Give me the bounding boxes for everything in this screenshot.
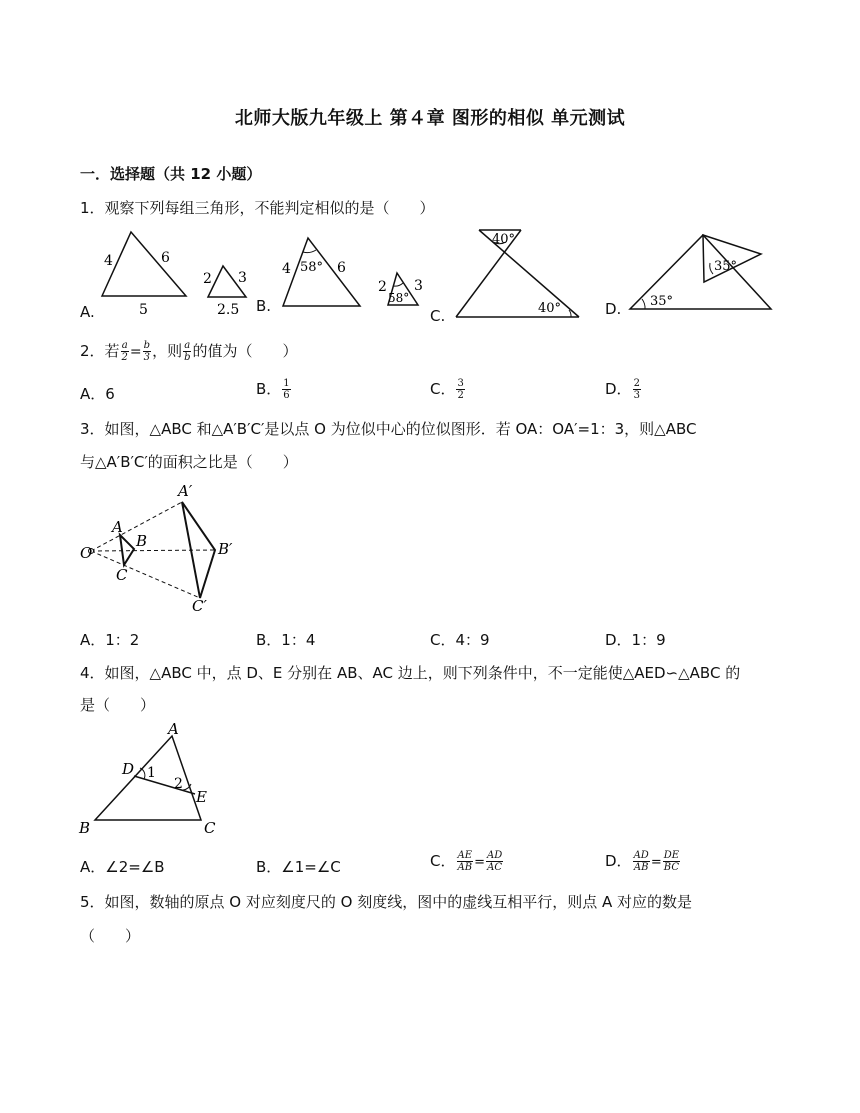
q3-line2: 与△A′B′C′的面积之比是（ ） [80, 453, 298, 471]
page-title: 北师大版九年级上 第４章 图形的相似 单元测试 [234, 108, 626, 129]
q1a-label-2-5: 2.5 [217, 302, 240, 318]
q1a-label-5: 5 [139, 302, 148, 318]
q1c-label-top: 40° [492, 232, 516, 247]
q1b-label-2: 2 [378, 279, 387, 295]
q3-line1: 3．如图，△ABC 和△A′B′C′是以点 O 为位似中心的位似图形．若 OA：OA′=1：3，则△ABC [80, 420, 697, 438]
q1b-label-6: 6 [337, 260, 346, 276]
q3-label-b: B [136, 532, 148, 550]
q3-label-c: C [116, 566, 128, 584]
q2-suffix: 的值为（ ） [192, 342, 298, 360]
q4-label-2: 2 [174, 776, 183, 792]
q4-label-a: A [168, 720, 179, 738]
q1a-label-6: 6 [161, 250, 170, 266]
q1a-label-2: 2 [203, 271, 212, 287]
q1a-label-4: 4 [104, 253, 113, 269]
q4-label-1: 1 [147, 765, 156, 781]
q4-label-e: E [196, 788, 207, 806]
q1-figure-a [95, 228, 275, 318]
q1c-label-bottom: 40° [538, 301, 562, 316]
q1b-label-3: 3 [414, 278, 423, 294]
section-heading: 一．选择题（共 12 小题） [80, 165, 262, 183]
q2-stem: 2．若 $\frac{a}{2}$ = $\frac{b}{3}$ ，则 $\frac{a}{b}$ 的值为（ ） [80, 340, 298, 363]
q4-option-c: C． $\frac{AE}{AB}$ = $\frac{AD}{AC}$ [430, 850, 503, 873]
q2-option-d: D． $\frac{2}{3}$ [605, 378, 640, 401]
q2-frac-a2: $\frac{a}{2}$ [121, 340, 128, 363]
q1-figure-b [274, 232, 434, 322]
q1-figure-d [628, 233, 788, 323]
q4-line2: 是（ ） [80, 696, 156, 714]
q1b-label-58: 58° [300, 260, 324, 275]
q4-option-a: A．∠2=∠B [80, 858, 165, 876]
q4-label-d: D [122, 760, 135, 778]
q3-label-c1: C′ [192, 597, 207, 615]
q1-option-a: A. [80, 303, 95, 321]
q5-line2: （ ） [80, 927, 141, 945]
q4-figure [76, 720, 236, 840]
q5-line1: 5．如图，数轴的原点 O 对应刻度尺的 O 刻度线，图中的虚线互相平行，则点 A 对应的数是 [80, 893, 693, 911]
q2-prefix: 2．若 [80, 342, 120, 360]
q2-option-b: B． $\frac{1}{6}$ [256, 378, 290, 401]
q1d-label-inner: 35° [714, 259, 738, 274]
q1-option-b: B. [256, 297, 272, 315]
q3-option-d: D．1：9 [605, 631, 666, 649]
q3-label-b1: B′ [218, 540, 233, 558]
q3-label-o: O [80, 544, 93, 562]
q4-option-d: D． $\frac{AD}{AB}$ = $\frac{DE}{BC}$ [605, 850, 680, 873]
q4-line1: 4．如图，△ABC 中，点 D、E 分别在 AB、AC 边上，则下列条件中，不一定能使△AED∽△ABC 的 [80, 664, 741, 682]
q3-figure [80, 480, 260, 620]
q2-frac-ab: $\frac{a}{b}$ [184, 340, 191, 363]
q1b-label-4: 4 [282, 261, 291, 277]
q1-option-d: D. [605, 300, 622, 318]
q1-figure-c [449, 223, 589, 323]
q1-stem: 1．观察下列每组三角形，不能判定相似的是（ ） [80, 199, 435, 217]
q1d-label-outer: 35° [650, 294, 674, 309]
q3-label-a1: A′ [178, 482, 193, 500]
q2-option-c: C． $\frac{3}{2}$ [430, 378, 464, 401]
q3-option-b: B．1：4 [256, 631, 316, 649]
q4-label-b: B [79, 819, 91, 837]
q1a-label-3: 3 [238, 270, 247, 286]
q3-option-c: C．4：9 [430, 631, 490, 649]
q2-frac-b3: $\frac{b}{3}$ [143, 340, 151, 363]
q2-option-a: A．6 [80, 385, 115, 403]
q1-option-c: C. [430, 307, 446, 325]
q3-label-a: A [112, 518, 123, 536]
q4-option-b: B．∠1=∠C [256, 858, 341, 876]
q2-mid: ，则 [152, 342, 183, 360]
q1b-label-58-small: 58° [388, 291, 410, 305]
q4-label-c: C [204, 819, 216, 837]
q3-option-a: A．1：2 [80, 631, 140, 649]
